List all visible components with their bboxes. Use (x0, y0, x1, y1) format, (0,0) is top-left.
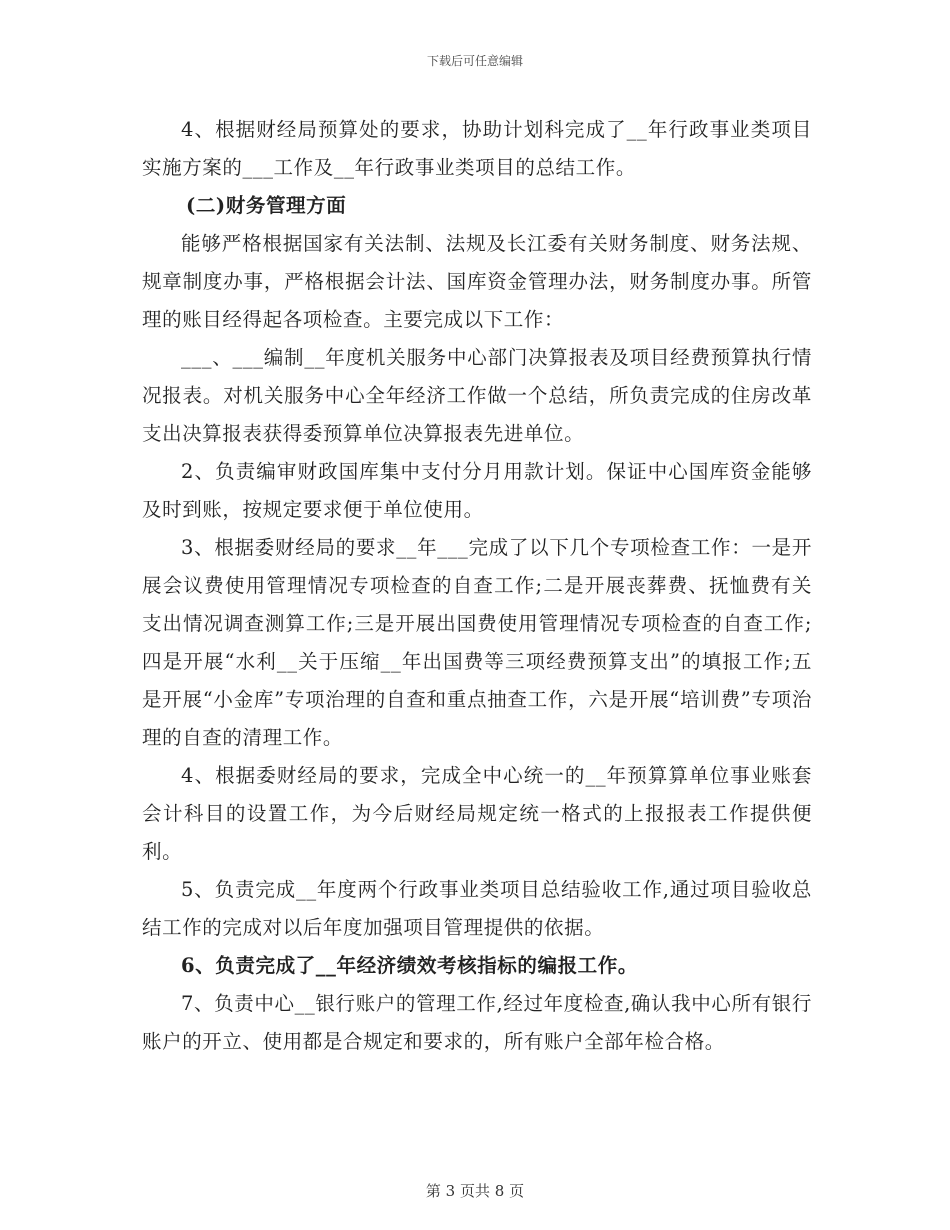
paragraph-finance-intro: 能够严格根据国家有关法制、法规及长江委有关财务制度、财务法规、规章制度办事，严格根据会计法、国库资金管理办法，财务制度办事。所管理的账目经得起各项检查。主要完成以下工作： (142, 232, 812, 331)
paragraph-item-5-projects: 5、负责完成__年度两个行政事业类项目总结验收工作,通过项目验收总结工作的完成对以后年度加强项目管理提供的依据。 (142, 878, 812, 939)
page-footer: 第 3 页共 8 页 (425, 1182, 525, 1200)
paragraph-item-1-reports: ___、___编制__年度机关服务中心部门决算报表及项目经费预算执行情况报表。对机关服务中心全年经济工作做一个总结，所负责完成的住房改革支出决算报表获得委预算单位决算报表先进单位。 (142, 346, 812, 445)
paragraph-item-4-budget: 4、根据财经局预算处的要求，协助计划科完成了__年行政事业类项目实施方案的___工作及__年行政事业类项目的总结工作。 (142, 118, 812, 179)
paragraph-item-3-inspections: 3、根据委财经局的要求__年___完成了以下几个专项检查工作：一是开展会议费使用管理情况专项检查的自查工作;二是开展丧葬费、抚恤费有关支出情况调查测算工作;三是开展出国费使用管理情况专项检查的自查工作;四是开展“水利__关于压缩__年出国费等三项经费预算支出”的填报工作;五是开展“小金库”专项治理的自查和重点抽查工作，六是开展“培训费”专项治理的自查的清理工作。 (142, 536, 812, 749)
paragraph-item-2-payment-plan: 2、负责编审财政国库集中支付分月用款计划。保证中心国库资金能够及时到账，按规定要求便于单位使用。 (142, 460, 812, 521)
page-header: 下载后可任意编辑 (426, 54, 523, 68)
section-heading-finance: (二)财务管理方面 (186, 194, 347, 217)
document-body (142, 111, 812, 1061)
paragraph-item-4-accounts: 4、根据委财经局的要求，完成全中心统一的__年预算算单位事业账套会计科目的设置工作，为今后财经局规定统一格式的上报报表工作提供便利。 (142, 764, 812, 863)
paragraph-item-6-performance: 6、负责完成了__年经济绩效考核指标的编报工作。 (181, 954, 638, 977)
paragraph-item-7-bank-accounts: 7、负责中心__银行账户的管理工作,经过年度检查,确认我中心所有银行账户的开立、使用都是合规定和要求的，所有账户全部年检合格。 (142, 992, 812, 1053)
